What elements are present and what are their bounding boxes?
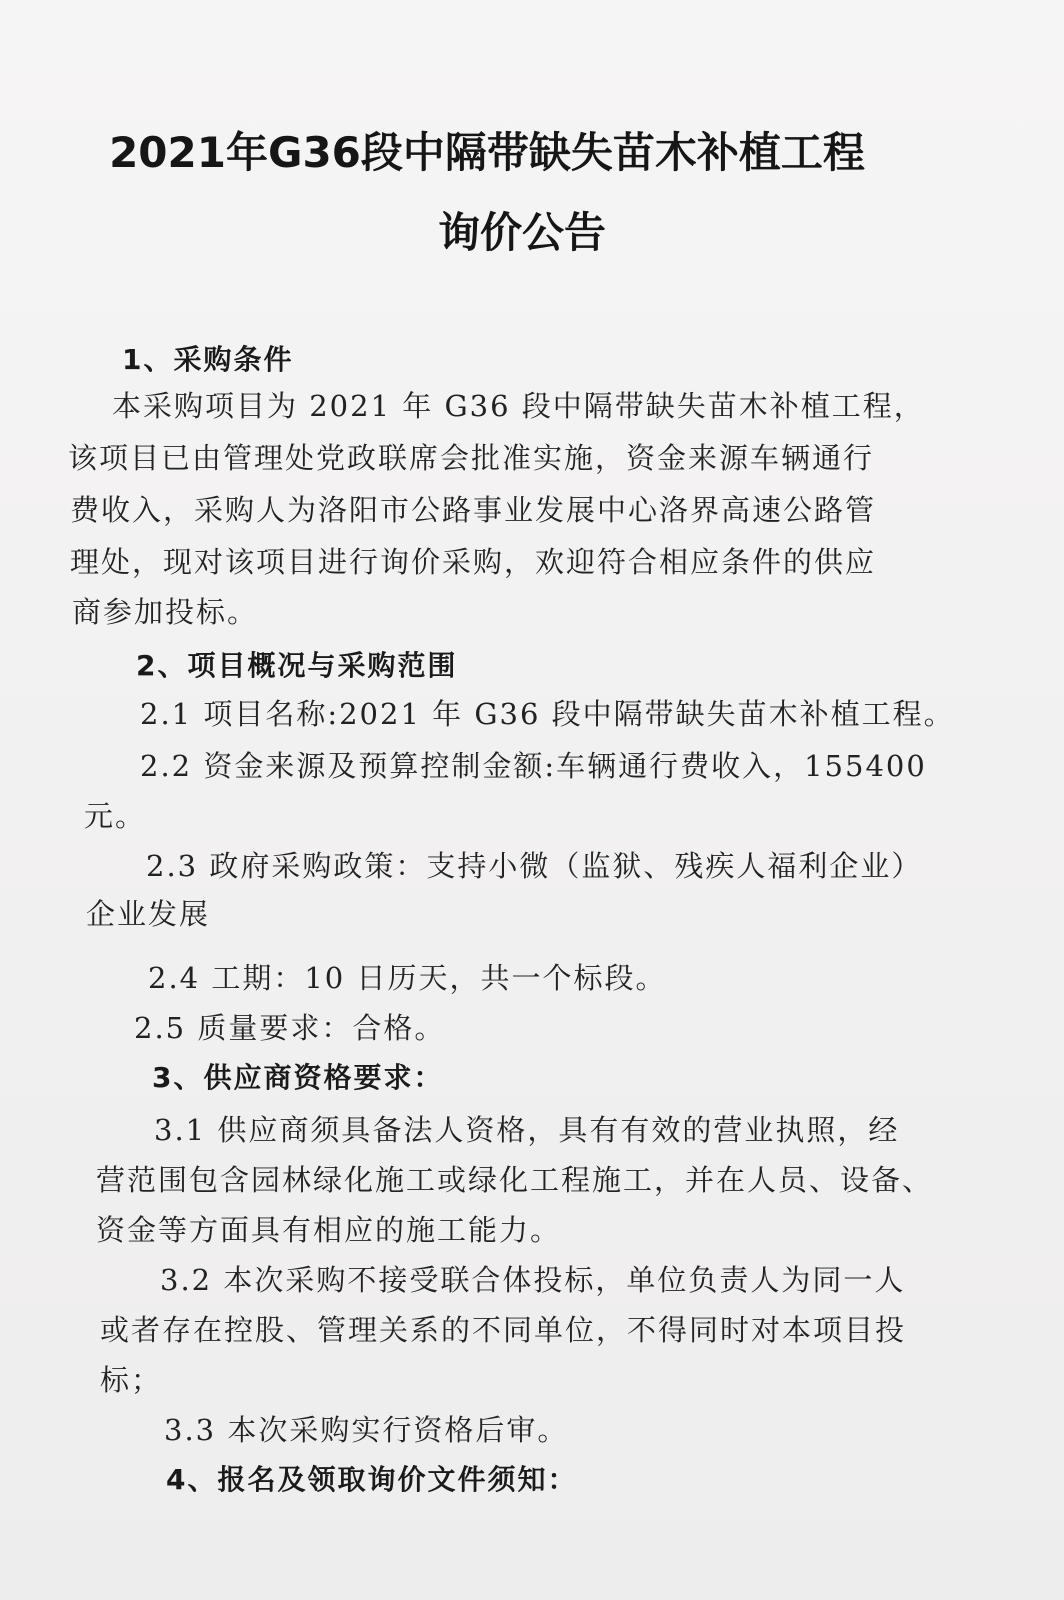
section-1-heading: 1、采购条件 (122, 343, 294, 376)
paragraph-line: 营范围包含园林绿化施工或绿化工程施工，并在人员、设备、 (96, 1163, 934, 1197)
section-2-heading: 2、项目概况与采购范围 (136, 649, 458, 682)
document-title: 2021年G36段中隔带缺失苗木补植工程 (109, 128, 865, 177)
paragraph-line: 标； (100, 1363, 163, 1397)
paragraph-line: 3.2 本次采购不接受联合体投标，单位负责人为同一人 (160, 1263, 906, 1297)
paragraph-line: 理处，现对该项目进行询价采购，欢迎符合相应条件的供应 (70, 545, 877, 579)
paragraph-line: 3.3 本次采购实行资格后审。 (164, 1413, 569, 1447)
document-subtitle: 询价公告 (437, 208, 606, 257)
paragraph-line: 2.2 资金来源及预算控制金额:车辆通行费收入，155400 (140, 749, 927, 783)
paragraph-line: 2.1 项目名称:2021 年 G36 段中隔带缺失苗木补植工程。 (140, 697, 955, 731)
section-3-heading: 3、供应商资格要求： (152, 1061, 444, 1094)
paragraph-line: 费收入，采购人为洛阳市公路事业发展中心洛界高速公路管 (70, 493, 877, 527)
paragraph-line: 企业发展 (86, 897, 211, 931)
paragraph-line: 本采购项目为 2021 年 G36 段中隔带缺失苗木补植工程， (112, 389, 925, 423)
paragraph-line: 该项目已由管理处党政联席会批准实施，资金来源车辆通行 (68, 441, 875, 475)
paragraph-line: 资金等方面具有相应的施工能力。 (96, 1213, 562, 1247)
paragraph-line: 3.1 供应商须具备法人资格，具有有效的营业执照，经 (154, 1113, 900, 1147)
paragraph-line: 商参加投标。 (72, 595, 259, 629)
paragraph-line: 2.5 质量要求：合格。 (134, 1011, 446, 1045)
paragraph-line: 2.3 政府采购政策：支持小微（监狱、残疾人福利企业） (146, 849, 923, 883)
paragraph-line: 元。 (84, 799, 147, 833)
paragraph-line: 或者存在控股、管理关系的不同单位，不得同时对本项目投 (100, 1313, 907, 1347)
paragraph-line: 2.4 工期：10 日历天，共一个标段。 (148, 961, 667, 995)
section-4-heading: 4、报名及领取询价文件须知： (166, 1463, 578, 1496)
